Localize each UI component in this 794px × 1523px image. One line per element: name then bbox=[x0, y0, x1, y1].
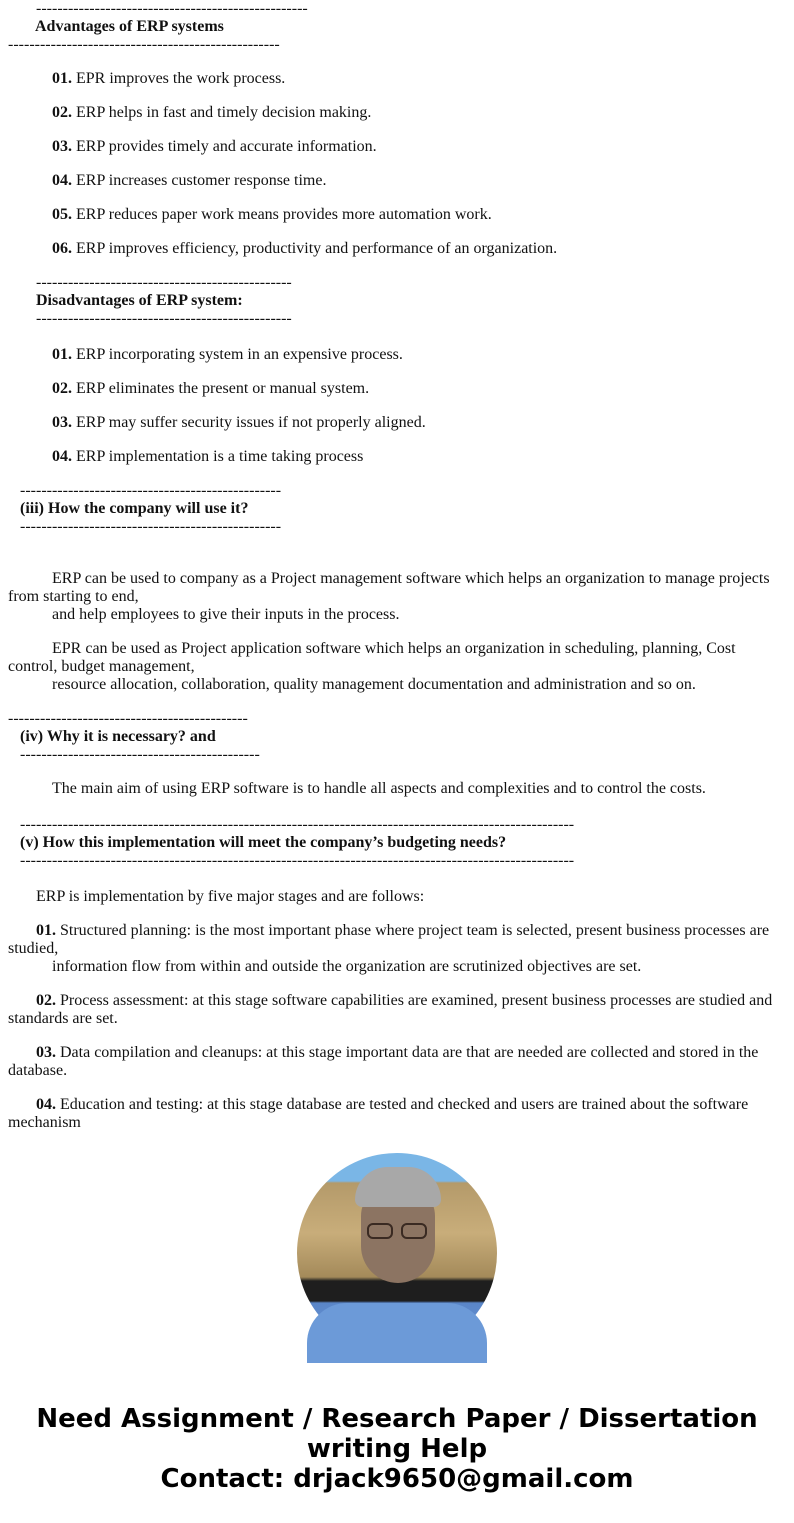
list-item: 03. ERP may suffer security issues if not properly aligned. bbox=[52, 414, 426, 431]
glasses-icon bbox=[365, 1223, 429, 1239]
list-item: 02. ERP eliminates the present or manual system. bbox=[52, 380, 370, 397]
separator: -------------------------------------------------------------------------------------------------------- bbox=[20, 852, 575, 869]
advantages-heading: Advantages of ERP systems bbox=[35, 18, 224, 35]
footer-line-2: writing Help bbox=[306, 1434, 488, 1464]
section-v-heading: (v) How this implementation will meet the company’s budgeting needs? bbox=[20, 834, 507, 851]
separator: --------------------------------------------- bbox=[8, 710, 248, 727]
footer-line-1: Need Assignment / Research Paper / Dissertation bbox=[36, 1404, 758, 1434]
stage-item: 02. Process assessment: at this stage software capabilities are examined, present business processes are studied and bbox=[36, 992, 773, 1009]
avatar-hair bbox=[355, 1167, 441, 1207]
paragraph-line: and help employees to give their inputs in the process. bbox=[52, 606, 400, 623]
section-iii-heading: (iii) How the company will use it? bbox=[20, 500, 249, 517]
stage-item: 04. Education and testing: at this stage database are tested and checked and users are trained about the software bbox=[36, 1096, 749, 1113]
document-body bbox=[8, 0, 786, 1131]
separator: --------------------------------------------------- bbox=[36, 0, 308, 17]
paragraph-line: ERP is implementation by five major stages and are follows: bbox=[36, 888, 425, 905]
separator: -------------------------------------------------------------------------------------------------------- bbox=[20, 816, 575, 833]
disadvantages-heading: Disadvantages of ERP system: bbox=[36, 292, 243, 309]
list-item: 03. ERP provides timely and accurate information. bbox=[52, 138, 377, 155]
avatar-shirt bbox=[307, 1303, 487, 1363]
stage-item: 01. Structured planning: is the most important phase where project team is selected, present business processes are bbox=[36, 922, 770, 939]
footer-contact: Contact: drjack9650@gmail.com bbox=[160, 1464, 634, 1494]
separator: --------------------------------------------- bbox=[20, 746, 260, 763]
separator: ------------------------------------------------ bbox=[36, 274, 292, 291]
paragraph-line: The main aim of using ERP software is to handle all aspects and complexities and to control the costs. bbox=[52, 780, 706, 797]
paragraph-line: EPR can be used as Project application software which helps an organization in scheduling, planning, Cost bbox=[52, 640, 736, 657]
list-item: 01. EPR improves the work process. bbox=[52, 70, 286, 87]
contact-footer bbox=[0, 1404, 794, 1494]
list-item: 05. ERP reduces paper work means provides more automation work. bbox=[52, 206, 492, 223]
list-item: 06. ERP improves efficiency, productivity and performance of an organization. bbox=[52, 240, 558, 257]
section-iv-heading: (iv) Why it is necessary? and bbox=[20, 728, 216, 745]
stage-item-line: information flow from within and outside the organization are scrutinized objectives are set. bbox=[52, 958, 642, 975]
paragraph-line: resource allocation, collaboration, quality management documentation and administration and so on. bbox=[52, 676, 696, 693]
stage-item-line: standards are set. bbox=[8, 1010, 118, 1027]
paragraph-line: from starting to end, bbox=[8, 588, 139, 605]
stage-item-line: studied, bbox=[8, 940, 59, 957]
stage-item-line: database. bbox=[8, 1062, 68, 1079]
separator: --------------------------------------------------- bbox=[8, 36, 280, 53]
separator: ------------------------------------------------- bbox=[20, 482, 282, 499]
stage-item-line: mechanism bbox=[8, 1114, 81, 1131]
list-item: 01. ERP incorporating system in an expensive process. bbox=[52, 346, 403, 363]
paragraph-line: control, budget management, bbox=[8, 658, 195, 675]
paragraph-line: ERP can be used to company as a Project management software which helps an organization to manage projects bbox=[52, 570, 770, 587]
list-item: 02. ERP helps in fast and timely decision making. bbox=[52, 104, 372, 121]
author-avatar bbox=[297, 1153, 497, 1353]
separator: ------------------------------------------------ bbox=[36, 310, 292, 327]
list-item: 04. ERP implementation is a time taking process bbox=[52, 448, 364, 465]
stage-item: 03. Data compilation and cleanups: at this stage important data are that are needed are collected and stored in the bbox=[36, 1044, 759, 1061]
separator: ------------------------------------------------- bbox=[20, 518, 282, 535]
list-item: 04. ERP increases customer response time. bbox=[52, 172, 327, 189]
